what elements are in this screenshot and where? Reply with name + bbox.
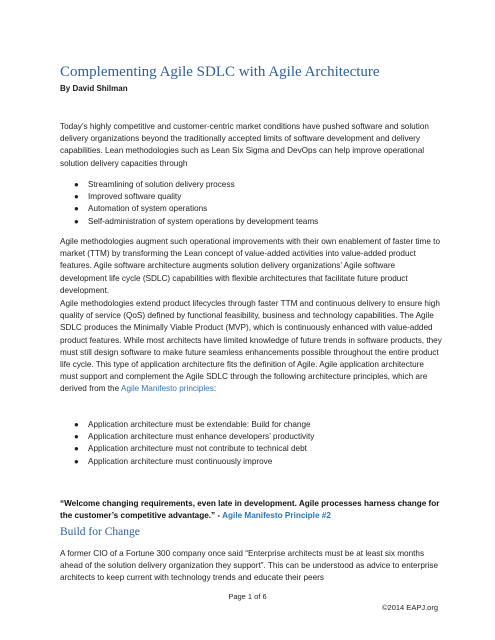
list-item: [60, 443, 450, 455]
list-item-text: Application architecture must be extendable: Build for change: [88, 420, 311, 429]
quote-text: “Welcome changing requirements, even late in development. Agile processes harness change for the customer’s competitive advantage.” -: [60, 499, 440, 521]
list-item-text: Application architecture must not contribute to technical debt: [88, 444, 307, 454]
list-item: [60, 203, 450, 215]
list-item-text: Improved software quality: [88, 192, 182, 202]
bullet-icon: ●: [74, 192, 79, 202]
list-item-text: Application architecture must continuously improve: [88, 456, 273, 466]
manifesto-principle-link[interactable]: Agile Manifesto Principle #2: [222, 511, 331, 521]
bullet-icon: ●: [74, 216, 79, 226]
architecture-principles-list: [60, 419, 450, 468]
paragraph-text: Agile methodologies extend product lifecycles through faster TTM and continuous delivery to ensure high quality of service (QoS) defined by functional feasibility, business and technology capabilities. The Agile SDLC produces the Minimally Viable Product (MVP), which is continuously enhanced with value-added product features. While most architects have limited knowledge of future trends in software products, they must still design software to make future seamless enhancements possible throughout the entire product life cycle. This type of application architecture fits the definition of Agile. Agile application architecture must support and complement the Agile SDLC through the following architecture principles, which are derived from the: [60, 299, 442, 394]
author-byline: By David Shilman: [60, 84, 128, 93]
list-item: [60, 431, 450, 443]
agile-lifecycle-paragraph: [60, 298, 442, 396]
bullet-icon: ●: [74, 420, 79, 429]
section-heading: Build for Change: [60, 526, 140, 538]
list-item-text: Automation of system operations: [88, 204, 208, 214]
list-item: [60, 419, 450, 431]
document-title: Complementing Agile SDLC with Agile Architecture: [60, 64, 380, 80]
list-item-text: Streamlining of solution delivery process: [88, 180, 235, 189]
build-for-change-paragraph: A former CIO of a Fortune 300 company once said “Enterprise architects must be at least six months ahead of the solution delivery organization they support”. This can be understood as advice to enterprise architects to keep current with technology trends and educate their peers: [60, 549, 439, 583]
list-item: [60, 456, 450, 468]
intro-paragraph: Today’s highly competitive and customer-centric market conditions have pushed software and solution delivery organizations beyond the traditionally accepted limits of software development and delivery capabilities. Lean methodologies such as Lean Six Sigma and DevOps can help improve operational solution delivery capacities through: [60, 122, 429, 168]
agile-methodologies-paragraph: Agile methodologies augment such operational improvements with their own enablement of faster time to market (TTM) by transforming the Lean concept of value-added activities into value-added product features. Agile software architecture augments solution delivery organizations’ Agile software development life cycle (SDLC) capabilities with flexible architectures that facilitate future product development.: [60, 237, 441, 295]
list-item: [60, 216, 450, 228]
bullet-icon: ●: [74, 432, 79, 442]
list-item: [60, 191, 450, 203]
list-item-text: Application architecture must enhance developers’ productivity: [88, 432, 315, 442]
agile-manifesto-principles-link[interactable]: Agile Manifesto principles: [120, 384, 214, 394]
list-item-text: Self-administration of system operations by development teams: [88, 216, 319, 226]
manifesto-quote: [60, 498, 442, 522]
copyright-notice: ©2014 EAPJ.org: [382, 603, 438, 612]
page-number: Page 1 of 6: [228, 592, 267, 601]
bullet-icon: ●: [74, 180, 79, 189]
bullet-icon: ●: [74, 204, 79, 214]
bullet-icon: ●: [74, 444, 79, 454]
lean-capabilities-list: [60, 179, 450, 228]
paragraph-end: :: [213, 384, 217, 394]
bullet-icon: ●: [74, 456, 79, 466]
list-item: [60, 179, 450, 191]
